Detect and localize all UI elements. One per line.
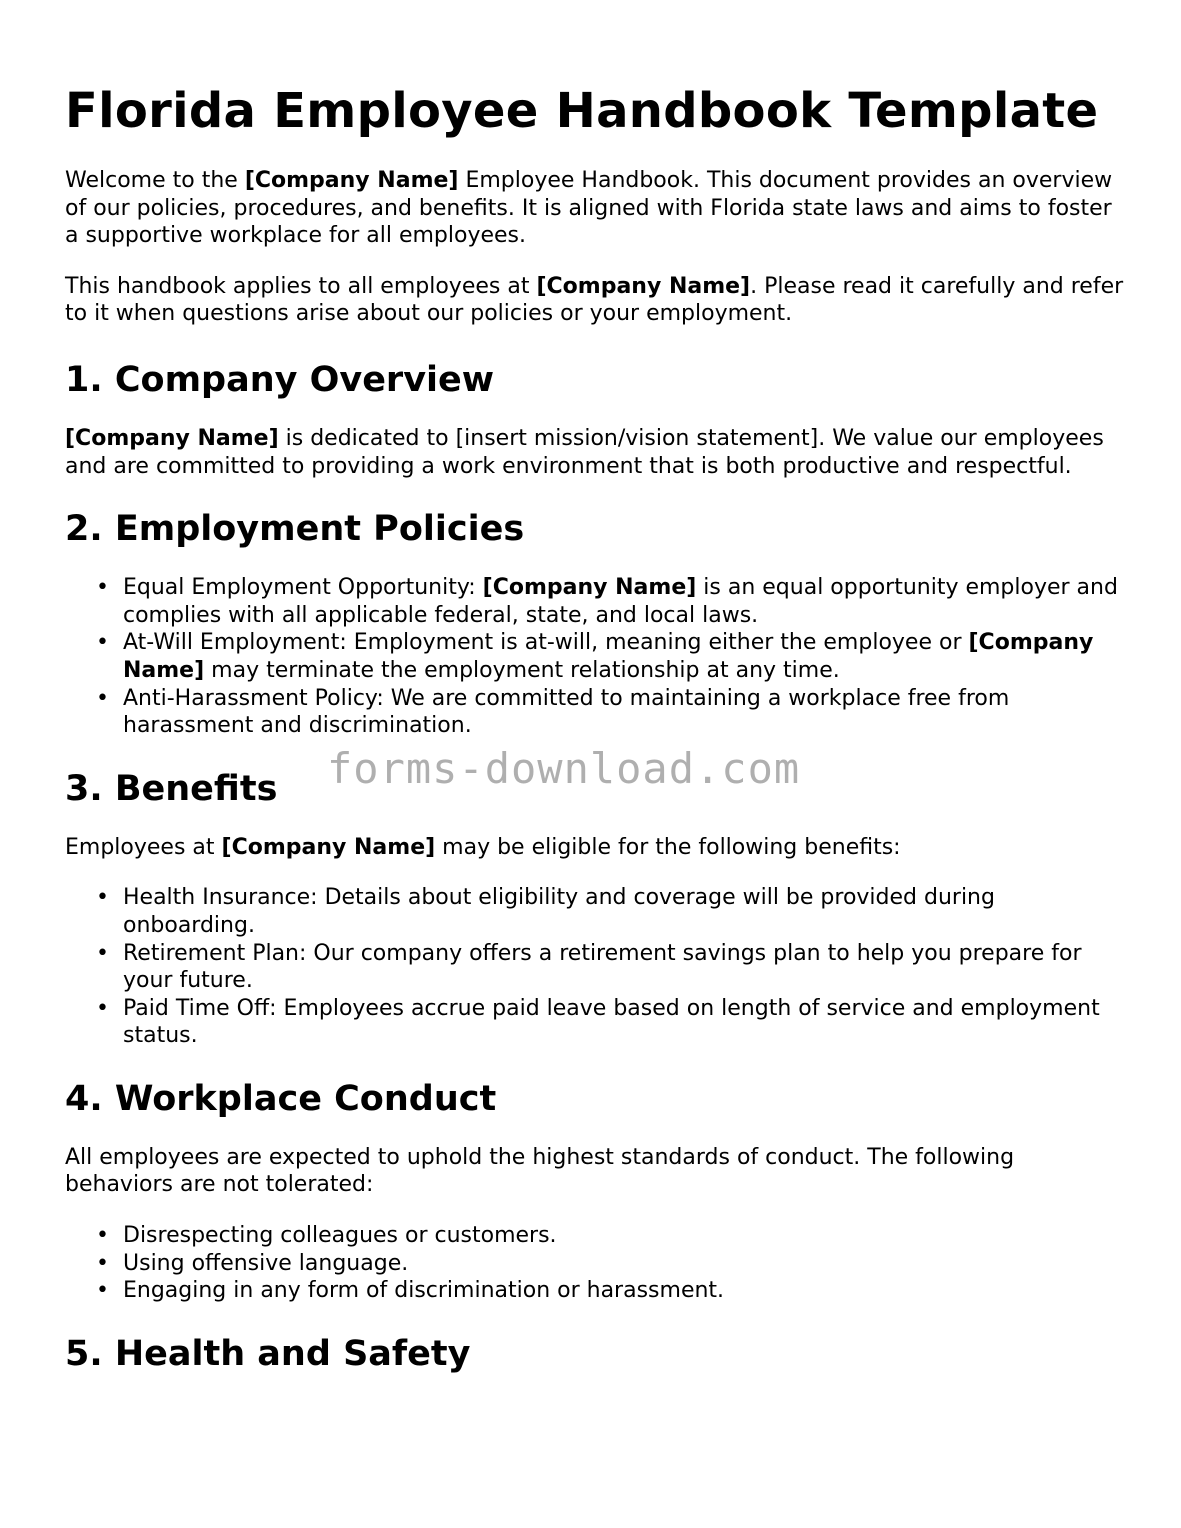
company-name-placeholder: [Company Name]: [65, 425, 279, 451]
list-item: [96, 685, 1125, 740]
text-run: At-Will Employment: Employment is at-will, meaning either the employee or: [123, 630, 969, 656]
text-run: Welcome to the: [65, 168, 245, 193]
text-run: . Please read it carefully and refer to it when questions arise about our policies or your employment.: [65, 273, 1124, 327]
bullet-icon: •: [96, 1223, 109, 1249]
company-name-placeholder: [Company Name]: [482, 575, 697, 601]
text-run: Paid Time Off: Employees accrue paid leave based on length of service and employment status.: [123, 995, 1100, 1049]
document-page: [65, 78, 1125, 1399]
list-item: [96, 884, 1125, 939]
list-item: [96, 1277, 1125, 1305]
benefits-intro-paragraph: [65, 834, 1125, 862]
workplace-conduct-list: [65, 1222, 1125, 1305]
text-run: Employees at: [65, 834, 222, 860]
company-name-placeholder: [Company Name]: [221, 834, 436, 860]
list-item: [96, 629, 1125, 684]
intro-paragraph-2: [65, 273, 1125, 328]
list-item: [96, 574, 1125, 629]
text-run: Disrespecting colleagues or customers.: [123, 1223, 557, 1249]
text-run: may terminate the employment relationship at any time.: [204, 657, 840, 683]
text-run: is dedicated to [insert mission/vision statement]. We value our employees and are committed to providing a work environment that is both productive and respectful.: [65, 425, 1104, 479]
bullet-icon: •: [96, 1250, 109, 1276]
employment-policies-list: [65, 574, 1125, 740]
text-run: Employee Handbook. This document provides an overview of our policies, procedures, and benefits. It is aligned with Florida state laws and aims to foster a supportive workplace for all employees.: [65, 168, 1113, 249]
list-item: [96, 1250, 1125, 1278]
text-run: Anti-Harassment Policy: We are committed to maintaining a workplace free from harassment and discrimination.: [123, 685, 1010, 739]
text-run: Health Insurance: Details about eligibility and coverage will be provided during onboarding.: [123, 885, 995, 938]
text-run: Equal Employment Opportunity:: [123, 575, 483, 601]
document-title: Florida Employee Handbook Template: [65, 83, 1099, 139]
bullet-icon: •: [96, 630, 109, 656]
list-item: [96, 1222, 1125, 1250]
section-heading-employment-policies: 2. Employment Policies: [65, 509, 525, 550]
list-item: [96, 940, 1125, 995]
section-heading-benefits: 3. Benefits: [65, 768, 278, 809]
company-name-placeholder: [Company Name]: [244, 168, 459, 193]
text-run: Retirement Plan: Our company offers a retirement savings plan to help you prepare for your future.: [123, 940, 1082, 994]
list-item: [96, 995, 1125, 1050]
company-name-placeholder: [Company Name]: [536, 273, 751, 299]
section-heading-health-and-safety: 5. Health and Safety: [65, 1333, 471, 1374]
bullet-icon: •: [96, 995, 109, 1021]
company-name-placeholder: [Company Name]: [123, 630, 1094, 683]
text-run: may be eligible for the following benefits:: [435, 834, 901, 860]
text-run: Engaging in any form of discrimination or harassment.: [123, 1278, 725, 1304]
bullet-icon: •: [96, 575, 109, 601]
bullet-icon: •: [96, 940, 109, 966]
workplace-conduct-paragraph: All employees are expected to uphold the highest standards of conduct. The following behaviors are not tolerated:: [65, 1144, 1015, 1198]
watermark: forms-download.com: [327, 744, 801, 793]
bullet-icon: •: [96, 885, 109, 911]
text-run: Using offensive language.: [123, 1250, 409, 1276]
section-heading-company-overview: 1. Company Overview: [65, 359, 495, 400]
text-run: is an equal opportunity employer and complies with all applicable federal, state, and local laws.: [123, 575, 1118, 628]
benefits-list: [65, 884, 1125, 1050]
bullet-icon: •: [96, 1278, 109, 1304]
text-run: This handbook applies to all employees at: [65, 273, 537, 299]
bullet-icon: •: [96, 685, 109, 711]
intro-paragraph-1: [65, 167, 1125, 250]
company-overview-paragraph: [65, 425, 1125, 480]
section-heading-workplace-conduct: 4. Workplace Conduct: [65, 1078, 497, 1119]
